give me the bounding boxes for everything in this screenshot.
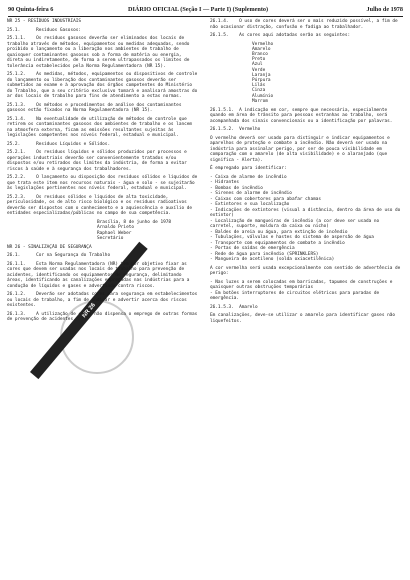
paragraph: 25.1. Resíduos Gasosos: xyxy=(7,27,82,33)
list-item: - Hidrantes xyxy=(210,180,240,186)
page-number: 90 Quinta-feira 6 xyxy=(8,6,54,13)
paragraph: 26.1.5. As cores aqui adotadas serão as seguintes: xyxy=(210,33,351,38)
signature: Raphael Weber xyxy=(97,230,132,236)
list-item: - Portas de saídas de emergência xyxy=(210,246,295,252)
paragraph: O vermelho deverá ser usado para distinguir e indicar equipamentos e aparelhos de proteção e combate a incêndio. Não deverá ser usado na indústria para assinalar perigo, por ser de pouca visibilidade em comparação com o amarelo (de alta visibilidade) e o alaranjado (que significa - Alerta). xyxy=(210,135,393,163)
diagonal-banner: NR 26 xyxy=(30,242,148,379)
list-item: Púrpura xyxy=(252,77,271,83)
list-item: Vermelho xyxy=(252,41,274,47)
signature-title: Secretário xyxy=(97,236,124,241)
issue-date: Julho de 1978 xyxy=(366,6,403,13)
list-item: - Em botões interruptores de circuitos elétricos para paradas de emergência. xyxy=(210,290,382,302)
left-column xyxy=(7,19,199,326)
paragraph: 26.1.2. Deverão ser adotadas cores para segurança em estabelecimentos ou locais de trabalho, a fim de indicar e advertir acerca dos riscos existentes. xyxy=(7,292,200,308)
list-item: Amarelo xyxy=(252,46,271,52)
paragraph: 25.2.3. Os resíduos sólidos e líquidos de alta toxicidade, periculosidade, os de alto risco biológico e os resíduos radioativos deverão ser dispostos com o conhecimento e a aquiescência e auxílio de entidades especializadas/públicas no campo de sua competência. xyxy=(7,194,195,216)
right-column xyxy=(210,19,402,327)
paragraph: 26.1.3. A utilização de cores não dispensa o emprego de outras formas de prevenção de acidentes. xyxy=(7,311,200,322)
signature: Arnaldo Prieto xyxy=(97,225,135,230)
paragraph: 25.1.4. Na eventualidade de utilização de métodos de controle que retirem os contaminantes gasosos dos ambientes de trabalho e os lancem na atmosfera externa, ficam as emissões resultantes sujeitas às legislações competentes nos níveis federal, estadual e municipal. xyxy=(7,116,195,138)
list-item: - Caixa de alarme de incêndio xyxy=(210,174,287,180)
list-item: - Extintores e sua localização xyxy=(210,202,290,208)
paragraph: NR 25 - RESÍDUOS INDUSTRIAIS xyxy=(7,19,82,24)
paragraph: 26.1.1. Esta Norma Regulamentadora (NR) tem por objetivo fixar as cores que devem ser usadas nos locais de trabalho para prevenção de acidentes, identificando os equipamentos de segurança, delimitando áreas, identificando as canalizações empregadas nas indústrias para a condução de líquidos e gases e advertindo contra riscos. xyxy=(7,261,193,289)
paragraph: 26.1.4. O uso de cores deverá ser o mais reduzido possível, a fim de não ocasionar distração, confusão e fadiga ao trabalhador. xyxy=(210,19,401,30)
list-item: Azul xyxy=(252,62,263,68)
paragraph: A cor vermelha será usada excepcionalmente com sentido de advertência de perigo: xyxy=(210,265,403,277)
journal-title: DIÁRIO OFICIAL (Seção I — Parte I) (Suplemento) xyxy=(128,6,269,13)
list-item: - Localização de mangueiras de incêndio (a cor deve ser usada no carretel, suporte, moldura da caixa ou nicho) xyxy=(210,218,382,230)
color-list xyxy=(210,42,402,104)
list-item: Verde xyxy=(252,67,266,73)
page-header xyxy=(8,3,403,17)
list-item: - Caixas com cobertores para abafar chamas xyxy=(210,196,322,202)
list-item: - Rede de água para incêndio (SPRINKLERS) xyxy=(210,251,319,257)
list-item: Preto xyxy=(252,57,266,63)
paragraph: É empregado para identificar: xyxy=(210,166,287,172)
paragraph: 25.2. Resíduos Líquidos e Sólidos. xyxy=(7,141,111,147)
section-title: NR 26 - SINALIZAÇÃO DE SEGURANÇA xyxy=(7,244,92,250)
paragraph: 26.1.5.1. A indicação em cor, sempre que necessária, especialmente quando em área de trânsito para pessoas estranhas ao trabalho, será acompanhada dos sinais convencionais ou a identificação por palavras. xyxy=(210,107,393,124)
list-item: Lilás xyxy=(252,83,266,89)
place-date: Brasília, 8 de junho de 1978 xyxy=(97,219,172,225)
paragraph: 25.2.2. O lançamento ou disposição dos resíduos sólidos e líquidos de que trata este item nos recursos naturais - água e solo - se sujeitarão às legislações pertinentes nos níveis federal, estadual e municipal. xyxy=(7,175,200,191)
list-item: - Bombas de incêndio xyxy=(210,185,263,191)
list-item: - Baldes de areia ou água, para extinção de incêndio xyxy=(210,229,348,235)
list-item: - Tubulações, válvulas e hastes do sistema de aspersão de água xyxy=(210,235,374,241)
list-item: Marrom xyxy=(252,98,268,104)
paragraph: Em canalizações, deve-se utilizar o amarelo para identificar gases não liquefeitos. xyxy=(210,313,398,324)
list-item: Laranja xyxy=(252,72,271,78)
paragraph: 26.1. Cor na Segurança do Trabalho xyxy=(7,253,111,258)
paragraph: 26.1.5.3. Amarelo xyxy=(210,304,258,310)
list-item: Branco xyxy=(252,51,268,57)
paragraph: 25.2.1. Os resíduos líquidos e sólidos produzidos por processos e operações industriais deverão ser convenientemente tratados e/ou dispostos e/ou retirados dos limites da indústria, de forma a evitar riscos à saúde e à segurança dos trabalhadores. xyxy=(7,150,190,172)
list-item: - Transporte com equipamentos de combate a incêndio xyxy=(210,240,345,246)
list-item: - Nas luzes a serem colocadas em barricadas, tapumes de construções e quaisquer outras obstruções temporárias xyxy=(210,279,396,291)
paragraph: 25.1.1. Os resíduos gasosos deverão ser eliminados dos locais de trabalho através de métodos, equipamentos ou medidas adequadas, sendo proibido o lançamento ou a liberação nos ambientes de trabalho de quaisquer contaminantes gasosos sob a forma de matéria ou energia, direta ou indiretamente, de forma a serem ultrapassados os limites de tolerância estabelecidos pela Norma Regulamentadora (NR 15). xyxy=(7,36,193,69)
paragraph: 25.1.2. As medidas, métodos, equipamentos ou dispositivos de controle do lançamento ou liberação dos contaminantes gasosos deverão ser submetidos ao exame e à aprovação dos órgãos competentes do Ministério do Trabalho, que a seu critério exclusivo tomará e analisará amostras do ar dos locais de trabalho para fins de atendimento a estas normas. xyxy=(7,72,200,99)
paragraph: 26.1.5.2. Vermelho xyxy=(210,127,261,133)
list-item: - Mangueira de acetileno (solda oxiacetilênica) xyxy=(210,257,335,263)
list-item: - Indicações de extintores (visual a distância, dentro da área de uso do extintor) xyxy=(210,207,403,219)
list-item: Alumínio xyxy=(252,93,274,99)
list-item: - Sirenes de alarme de incêndio xyxy=(210,191,292,197)
list-item: Cinza xyxy=(252,88,266,94)
paragraph: 25.1.3. Os métodos e procedimentos de análise dos contaminantes gasosos estão fixados na Norma Regulamentadora (NR 15). xyxy=(7,102,185,113)
